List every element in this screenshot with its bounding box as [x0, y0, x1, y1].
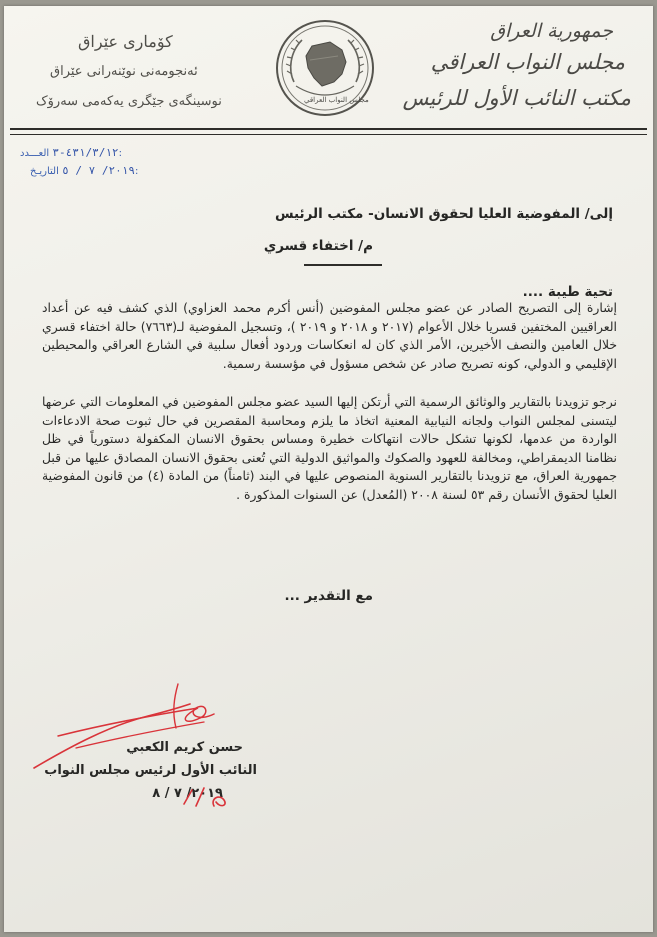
- reference-date-label: التاريـخ:: [30, 166, 139, 177]
- body-paragraph-2: نرجو تزويدنا بالتقارير والوثائق الرسمية التي أرتكن إليها السيد عضو مجلس المفوضين في المعلومات التي عرضها ليتسنى لمجلس النواب ولجانه النيابية المعنية اتخاذ ما يلزم ومحاسبة المقصرين في حال ثبوت صحة الادعاءات الواردة من عدمها، لكونها تشكل حالات انتهاكات خطيرة ومساس بحقوق الانسان المكفولة دستورياً في ظل نظامنا الديمقراطي، ومخالفة للعهود والصكوك والمواثيق الدولية التي تُعنى بحقوق الانسان المصادق عليها من قبل جمهورية العراق، مع تزويدنا بالتقارير السنوية المنصوص عليها في البند (ثامناً) من المادة (٤) من قانون المفوضية العليا لحقوق الأنسان رقم ٥٣ لسنة ٢٠٠٨ (المُعدل) عن السنوات المذكورة .: [42, 394, 617, 502]
- header-separator-top: [10, 128, 647, 130]
- subject-underline: [304, 264, 382, 266]
- letter-page: [4, 6, 653, 932]
- signatory-name: حسن كريم الكعبي: [126, 740, 243, 755]
- reference-number-label: العـــدد:: [20, 148, 122, 159]
- reference-date-value: ٢٠١٩/ ٧ / ٥: [62, 164, 135, 177]
- header-right-line-3: مكتب النائب الأول للرئيس: [402, 86, 631, 110]
- emblem-caption: مجلس النواب العراقي: [304, 96, 369, 104]
- handwritten-signature-icon: [28, 678, 238, 774]
- iraqi-parliament-emblem-icon: [272, 16, 378, 120]
- reference-number-value: ٤٣١/٣/١٢-٣: [52, 146, 119, 159]
- reference-date: [26, 164, 138, 177]
- header-right-line-1: جمهورية العراق: [490, 20, 613, 42]
- signature-date-value: ٢٠١٩/ ٧ / ٨: [152, 786, 223, 801]
- header-right-line-2: مجلس النواب العراقي: [430, 50, 625, 74]
- addressee: إلى/ المفوضية العليا لحقوق الانسان- مكتب الرئيس: [274, 206, 613, 222]
- handwritten-date-mark-icon: [180, 784, 240, 810]
- header-left-line-3: نوسینگەی جێگری یەکەمی سەرۆک: [36, 94, 222, 109]
- closing: مع التقدير ...: [284, 588, 373, 604]
- greeting: تحية طيبة ....: [522, 284, 613, 300]
- signatory-title: النائب الأول لرئيس مجلس النواب: [44, 763, 257, 778]
- header-left-line-2: ئەنجومەنی نوێنەرانی عێراق: [50, 64, 198, 79]
- reference-number: [16, 146, 122, 159]
- header-separator-bottom: [10, 134, 647, 135]
- header-left-line-1: كۆماری عێراق: [78, 32, 173, 51]
- body-paragraph-1: إشارة إلى التصريح الصادر عن عضو مجلس المفوضين (أنس أكرم محمد العزاوي) الذي كشف فيه عن أعداد العراقيين المختفين قسريا خلال الأعوام (٢٠١٧ و ٢٠١٨ و ٢٠١٩ )، وتسجيل المفوضية لـ(٧٦٦٣) حالة اختفاء قسري خلال العامين والنصف الأخيرين، الأمر الذي كان له انعكاسات وردود أفعال سلبية في الشارع العراقي والمحيطين الإقليمي و الدولي، كونه تصريح صادر عن شخص مسؤول في مؤسسة رسمية.: [42, 300, 617, 371]
- subject: م/ اختفاء قسري: [263, 238, 373, 254]
